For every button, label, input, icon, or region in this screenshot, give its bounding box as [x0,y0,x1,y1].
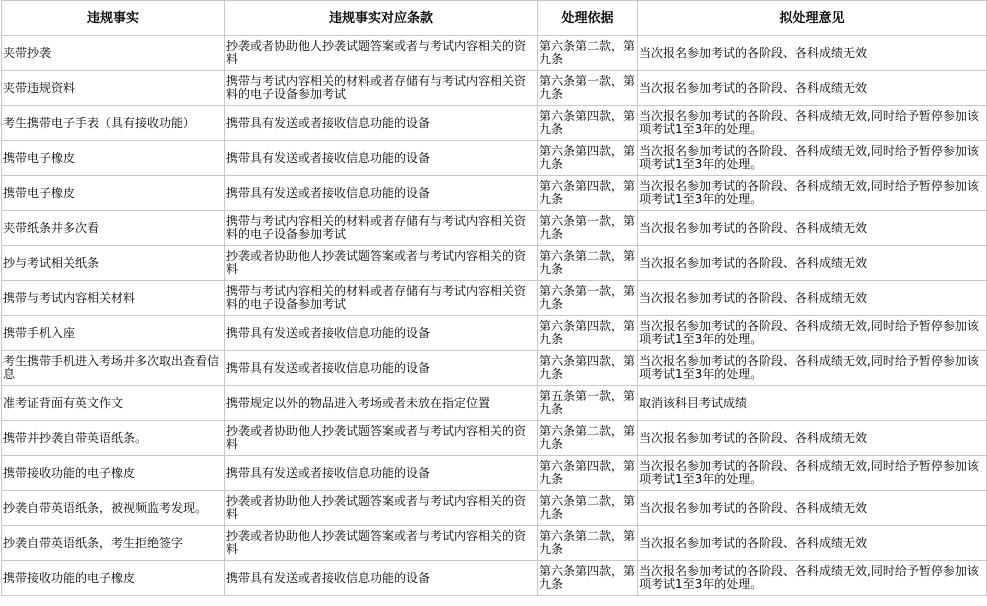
table-body [2,36,987,596]
cell-opinion: 当次报名参加考试的各阶段、各科成绩无效,同时给予暂停参加该项考试1至3年的处理。 [638,351,987,386]
cell-clause: 携带具有发送或者接收信息功能的设备 [225,176,538,211]
table-row [2,36,987,71]
cell-clause: 携带与考试内容相关的材料或者存储有与考试内容相关资料的电子设备参加考试 [225,281,538,316]
cell-clause: 携带具有发送或者接收信息功能的设备 [225,456,538,491]
cell-opinion: 当次报名参加考试的各阶段、各科成绩无效 [638,421,987,456]
table-row [2,211,987,246]
cell-basis: 第六条第四款，第九条 [538,176,638,211]
table-row [2,421,987,456]
cell-violation-fact: 抄袭自带英语纸条，被视频监考发现。 [2,491,225,526]
cell-violation-fact: 考生携带电子手表（具有接收功能） [2,106,225,141]
cell-basis: 第六条第二款，第九条 [538,421,638,456]
cell-clause: 携带具有发送或者接收信息功能的设备 [225,316,538,351]
cell-basis: 第六条第二款，第九条 [538,246,638,281]
cell-violation-fact: 携带电子橡皮 [2,141,225,176]
cell-basis: 第六条第二款，第九条 [538,526,638,561]
table-header-row [2,1,987,36]
cell-violation-fact: 夹带抄袭 [2,36,225,71]
table-row [2,281,987,316]
cell-opinion: 当次报名参加考试的各阶段、各科成绩无效,同时给予暂停参加该项考试1至3年的处理。 [638,561,987,596]
cell-violation-fact: 准考证背面有英文作文 [2,386,225,421]
cell-basis: 第六条第二款，第九条 [538,36,638,71]
cell-basis: 第六条第四款，第九条 [538,316,638,351]
cell-opinion: 当次报名参加考试的各阶段、各科成绩无效,同时给予暂停参加该项考试1至3年的处理。 [638,456,987,491]
cell-clause: 携带具有发送或者接收信息功能的设备 [225,561,538,596]
cell-basis: 第六条第一款，第九条 [538,281,638,316]
cell-opinion: 当次报名参加考试的各阶段、各科成绩无效 [638,211,987,246]
cell-opinion: 当次报名参加考试的各阶段、各科成绩无效,同时给予暂停参加该项考试1至3年的处理。 [638,316,987,351]
cell-opinion: 当次报名参加考试的各阶段、各科成绩无效 [638,71,987,106]
header-opinion: 拟处理意见 [638,1,987,36]
cell-opinion: 当次报名参加考试的各阶段、各科成绩无效,同时给予暂停参加该项考试1至3年的处理。 [638,141,987,176]
cell-basis: 第六条第四款，第九条 [538,141,638,176]
cell-opinion: 当次报名参加考试的各阶段、各科成绩无效 [638,246,987,281]
table-row [2,106,987,141]
violations-table [1,0,987,596]
cell-clause: 携带具有发送或者接收信息功能的设备 [225,141,538,176]
cell-violation-fact: 夹带违规资料 [2,71,225,106]
cell-opinion: 当次报名参加考试的各阶段、各科成绩无效 [638,36,987,71]
cell-basis: 第六条第四款，第九条 [538,456,638,491]
cell-clause: 抄袭或者协助他人抄袭试题答案或者与考试内容相关的资料 [225,246,538,281]
cell-violation-fact: 携带接收功能的电子橡皮 [2,561,225,596]
table-row [2,246,987,281]
cell-opinion: 当次报名参加考试的各阶段、各科成绩无效 [638,491,987,526]
cell-basis: 第六条第四款，第九条 [538,106,638,141]
table-row [2,386,987,421]
header-clause: 违规事实对应条款 [225,1,538,36]
cell-clause: 抄袭或者协助他人抄袭试题答案或者与考试内容相关的资料 [225,491,538,526]
cell-clause: 携带与考试内容相关的材料或者存储有与考试内容相关资料的电子设备参加考试 [225,71,538,106]
cell-violation-fact: 抄与考试相关纸条 [2,246,225,281]
cell-clause: 抄袭或者协助他人抄袭试题答案或者与考试内容相关的资料 [225,421,538,456]
header-basis: 处理依据 [538,1,638,36]
table-row [2,491,987,526]
cell-clause: 抄袭或者协助他人抄袭试题答案或者与考试内容相关的资料 [225,526,538,561]
table-row [2,316,987,351]
cell-opinion: 当次报名参加考试的各阶段、各科成绩无效 [638,281,987,316]
cell-basis: 第六条第四款，第九条 [538,561,638,596]
cell-clause: 抄袭或者协助他人抄袭试题答案或者与考试内容相关的资料 [225,36,538,71]
cell-violation-fact: 携带并抄袭自带英语纸条。 [2,421,225,456]
cell-opinion: 取消该科目考试成绩 [638,386,987,421]
cell-basis: 第六条第二款，第九条 [538,491,638,526]
cell-basis: 第六条第四款，第九条 [538,351,638,386]
table-row [2,561,987,596]
cell-violation-fact: 夹带纸条并多次看 [2,211,225,246]
cell-violation-fact: 携带接收功能的电子橡皮 [2,456,225,491]
cell-opinion: 当次报名参加考试的各阶段、各科成绩无效 [638,526,987,561]
cell-basis: 第六条第一款，第九条 [538,71,638,106]
cell-clause: 携带与考试内容相关的材料或者存储有与考试内容相关资料的电子设备参加考试 [225,211,538,246]
cell-violation-fact: 携带电子橡皮 [2,176,225,211]
cell-violation-fact: 携带手机入座 [2,316,225,351]
table-row [2,456,987,491]
cell-violation-fact: 抄袭自带英语纸条，考生拒绝签字 [2,526,225,561]
table-row [2,141,987,176]
table-row [2,526,987,561]
cell-basis: 第五条第一款，第九条 [538,386,638,421]
cell-clause: 携带具有发送或者接收信息功能的设备 [225,351,538,386]
cell-violation-fact: 携带与考试内容相关材料 [2,281,225,316]
cell-clause: 携带具有发送或者接收信息功能的设备 [225,106,538,141]
table-row [2,351,987,386]
cell-basis: 第六条第一款，第九条 [538,211,638,246]
table-row [2,71,987,106]
table-row [2,176,987,211]
cell-violation-fact: 考生携带手机进入考场并多次取出查看信息 [2,351,225,386]
cell-clause: 携带规定以外的物品进入考场或者未放在指定位置 [225,386,538,421]
cell-opinion: 当次报名参加考试的各阶段、各科成绩无效,同时给予暂停参加该项考试1至3年的处理。 [638,176,987,211]
cell-opinion: 当次报名参加考试的各阶段、各科成绩无效,同时给予暂停参加该项考试1至3年的处理。 [638,106,987,141]
header-violation-fact: 违规事实 [2,1,225,36]
